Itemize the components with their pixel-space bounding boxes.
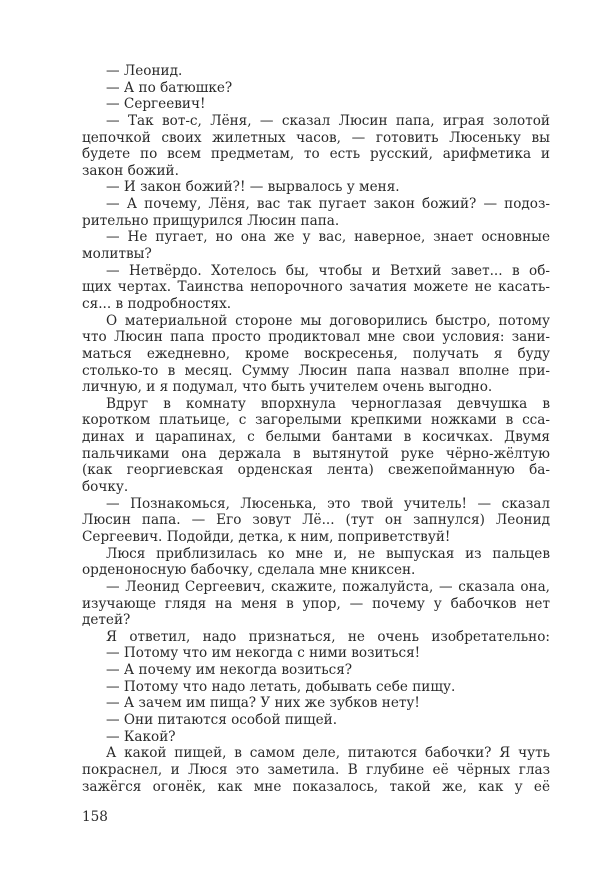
text-line: — Так вот-с, Лёня, — сказал Люсин папа, играя золотой: [106, 112, 550, 129]
text-line: щих чертах. Таинства непорочного зачатия можете не касать-: [82, 279, 550, 296]
text-line: — Потому что им некогда с ними возиться!: [106, 645, 421, 662]
text-line: рительно прищурился Люсин папа.: [82, 212, 340, 229]
text-line: динах и царапинах, с белыми бантами в косичках. Двумя: [82, 429, 550, 446]
text-line: — А почему им некогда возиться?: [106, 662, 353, 679]
text-line: молитвы?: [82, 246, 152, 263]
text-line: ся... в подробностях.: [82, 295, 232, 312]
text-line: личную, и я подумал, что быть учителем очень выгодно.: [82, 379, 493, 396]
text-line: А какой пищей, в самом деле, питаются бабочки? Я чуть: [106, 745, 550, 762]
text-line: — Сергеевич!: [106, 96, 206, 113]
text-line: — Какой?: [106, 728, 176, 745]
text-line: О материальной стороне мы договорились быстро, потому: [106, 312, 550, 329]
text-line: зажёгся огонёк, как мне показалось, такой же, как у её: [82, 778, 550, 795]
text-line: — А по батюшке?: [106, 79, 233, 96]
text-line: — Познакомься, Люсенька, это твой учитель! — сказал: [106, 495, 550, 512]
text-line: — Леонид Сергеевич, скажите, пожалуйста, — сказала она,: [106, 578, 550, 595]
text-line: столько-то в месяц. Сумму Люсин папа назвал вполне при-: [82, 362, 550, 379]
page-number: 158: [82, 809, 108, 825]
text-line: — И закон божий?! — вырвалось у меня.: [106, 179, 400, 196]
text-line: — Потому что надо летать, добывать себе пищу.: [106, 678, 456, 695]
text-line: Сергеевич. Подойди, детка, к ним, поприветствуй!: [82, 528, 451, 545]
text-line: — Не пугает, но она же у вас, наверное, знает основные: [106, 229, 550, 246]
book-page-text: [82, 63, 550, 795]
text-line: что Люсин папа просто продиктовал мне свои условия: зани-: [82, 329, 550, 346]
text-line: покраснел, и Люся это заметила. В глубине её чёрных глаз: [82, 761, 550, 778]
text-line: — Они питаются особой пищей.: [106, 711, 338, 728]
text-line: пальчиками она держала в вытянутой руке чёрно-жёлтую: [82, 445, 550, 462]
text-line: цепочкой своих жилетных часов, — готовить Люсеньку вы: [82, 129, 550, 146]
text-line: — Нетвёрдо. Хотелось бы, чтобы и Ветхий завет... в об-: [106, 262, 550, 279]
text-line: закон божий.: [82, 162, 179, 179]
text-line: маться ежедневно, кроме воскресенья, получать я буду: [82, 345, 550, 362]
text-line: (как георгиевская орденская лента) свежепойманную ба-: [82, 462, 550, 479]
text-line: — Леонид.: [106, 63, 183, 79]
text-line: изучающе глядя на меня в упор, — почему у бабочков нет: [82, 595, 550, 612]
text-line: Люсин папа. — Его зовут Лё... (тут он запнулся) Леонид: [82, 512, 550, 529]
text-line: бочку.: [82, 479, 129, 496]
text-line: Я ответил, надо признаться, не очень изобретательно:: [106, 628, 550, 645]
text-line: Люся приблизилась ко мне и, не выпуская из пальцев: [106, 545, 550, 562]
text-line: орденоносную бабочку, сделала мне книксен.: [82, 562, 416, 579]
text-line: коротком платьице, с загорелыми крепкими ножками в сса-: [82, 412, 550, 429]
text-line: детей?: [82, 612, 131, 629]
text-line: будете по всем предметам, то есть русский, арифметика и: [82, 146, 550, 163]
text-line: Вдруг в комнату впорхнула черноглазая девчушка в: [106, 395, 550, 412]
text-line: — А зачем им пища? У них же зубков нету!: [106, 695, 420, 712]
text-line: — А почему, Лёня, вас так пугает закон божий? — подоз-: [106, 196, 550, 213]
